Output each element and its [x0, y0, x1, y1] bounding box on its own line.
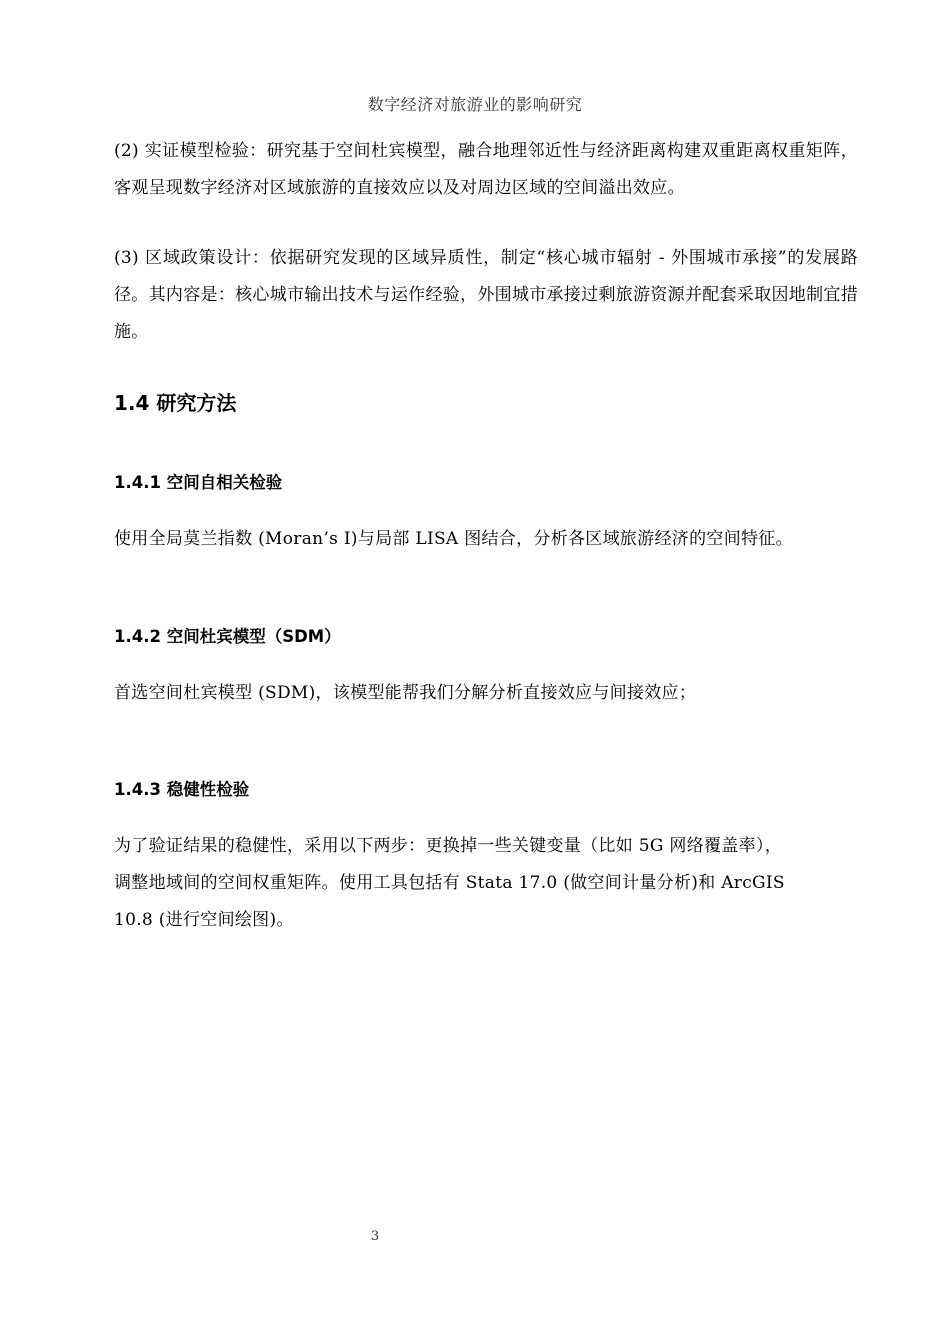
paragraph-1-4-3-line-1: 为了验证结果的稳健性，采用以下两步：更换掉一些关键变量（比如 5G 网络覆盖率），	[114, 836, 783, 856]
paragraph-1-4-3	[114, 828, 858, 939]
paragraph-1-4-2: 首选空间杜宾模型 (SDM)，该模型能帮我们分解分析直接效应与间接效应；	[114, 683, 697, 703]
page-number: 3	[370, 1229, 380, 1244]
paragraph-item-2: (2) 实证模型检验：研究基于空间杜宾模型，融合地理邻近性与经济距离构建双重距离权重矩阵，客观呈现数字经济对区域旅游的直接效应以及对周边区域的空间溢出效应。	[114, 141, 858, 198]
subsection-heading-1-4-2: 1.4.2 空间杜宾模型（SDM）	[114, 627, 341, 646]
running-header: 数字经济对旅游业的影响研究	[367, 95, 583, 114]
section-heading-1-4: 1.4 研究方法	[114, 391, 237, 415]
paragraph-item-3: (3) 区域政策设计：依据研究发现的区域异质性，制定“核心城市辐射 - 外围城市承接”的发展路径。其内容是：核心城市输出技术与运作经验，外围城市承接过剩旅游资源并配套采取因地制宜措施。	[114, 248, 859, 342]
paragraph-1-4-1: 使用全局莫兰指数 (Moran’s I)与局部 LISA 图结合，分析各区域旅游经济的空间特征。	[114, 529, 793, 549]
paragraph-1-4-3-line-2: 调整地域间的空间权重矩阵。使用工具包括有 Stata 17.0 (做空间计量分析)和 ArcGIS	[114, 873, 785, 893]
subsection-heading-1-4-1: 1.4.1 空间自相关检验	[114, 473, 283, 492]
paragraph-1-4-3-line-3: 10.8 (进行空间绘图)。	[114, 910, 294, 930]
subsection-heading-1-4-3: 1.4.3 稳健性检验	[114, 780, 250, 799]
